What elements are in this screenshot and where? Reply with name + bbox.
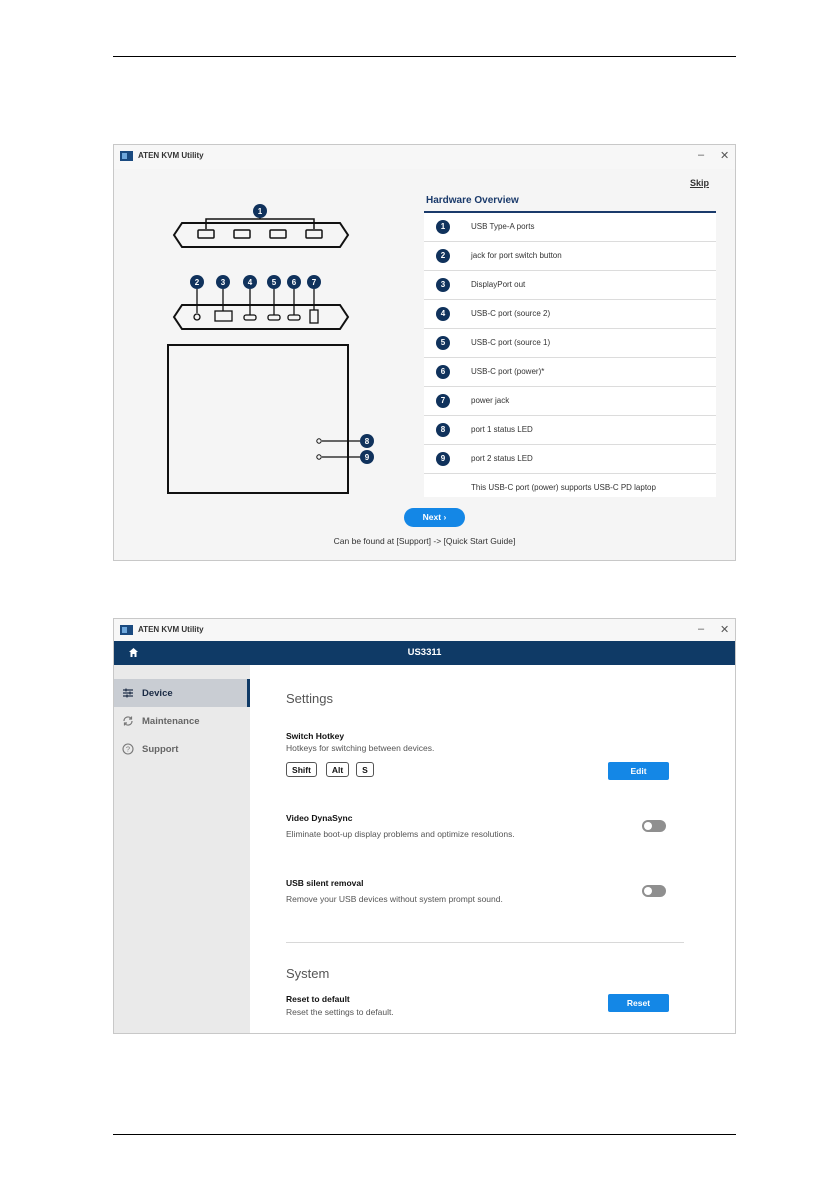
title-bar (114, 619, 735, 641)
number-badge: 4 (436, 307, 450, 321)
hotkey-title: Switch Hotkey (286, 731, 345, 741)
diagram-label-2: 2 (194, 278, 200, 287)
refresh-icon (122, 715, 134, 727)
toggle-knob (644, 822, 652, 830)
settings-heading: Settings (286, 691, 333, 706)
item-text: USB-C port (power)* (471, 367, 545, 376)
section-divider (286, 942, 684, 943)
number-badge: 6 (436, 365, 450, 379)
item-text: USB-C port (source 1) (471, 338, 551, 347)
item-text: port 1 status LED (471, 425, 533, 434)
device-diagram (164, 201, 384, 501)
sidebar-item-maintenance[interactable] (114, 707, 250, 735)
item-text: power jack (471, 396, 510, 405)
aten-logo-icon (120, 625, 133, 635)
usb-silent-desc: Remove your USB devices without system prompt sound. (286, 894, 503, 904)
number-badge: 2 (436, 249, 450, 263)
edit-hotkey-button[interactable]: Edit (608, 762, 669, 780)
reset-desc: Reset the settings to default. (286, 1007, 394, 1017)
page-bottom-rule (113, 1134, 736, 1135)
page-top-rule (113, 56, 736, 57)
hardware-list[interactable] (424, 213, 716, 497)
number-badge: 5 (436, 336, 450, 350)
hotkey-key-shift: Shift (286, 762, 317, 777)
item-text: USB-C port (source 2) (471, 309, 551, 318)
dynasync-title: Video DynaSync (286, 813, 353, 823)
sidebar-item-support[interactable] (114, 735, 250, 763)
dynasync-toggle[interactable] (642, 820, 666, 832)
close-button[interactable]: ✕ (720, 624, 730, 636)
diagram-label-4: 4 (247, 278, 253, 287)
item-text: jack for port switch button (471, 251, 562, 260)
diagram-label-7: 7 (311, 278, 317, 287)
hardware-overview-window (113, 144, 736, 561)
sidebar-item-device[interactable] (114, 679, 250, 707)
settings-content (250, 665, 735, 1033)
system-heading: System (286, 966, 330, 981)
sidebar-item-label: Maintenance (142, 716, 200, 727)
diagram-label-5: 5 (271, 278, 277, 287)
list-item-note (424, 474, 716, 497)
list-item (424, 387, 716, 416)
hotkey-key-alt: Alt (326, 762, 349, 777)
diagram-label-8: 8 (364, 437, 370, 446)
list-item (424, 242, 716, 271)
diagram-label-6: 6 (291, 278, 297, 287)
list-item (424, 300, 716, 329)
chevron-right-icon: › (443, 512, 447, 522)
diagram-label-9: 9 (364, 453, 370, 462)
list-item (424, 445, 716, 474)
next-label: Next (422, 512, 442, 522)
list-item (424, 271, 716, 300)
minimize-button[interactable]: – (698, 623, 705, 635)
header-bar (114, 641, 735, 665)
footer-note: Can be found at [Support] -> [Quick Start Guide] (333, 536, 516, 546)
item-text: DisplayPort out (471, 280, 526, 289)
item-text: USB Type-A ports (471, 222, 535, 231)
toggle-knob (644, 887, 652, 895)
hotkey-key-s: S (356, 762, 374, 777)
number-badge: 1 (436, 220, 450, 234)
usb-silent-title: USB silent removal (286, 878, 364, 888)
diagram-port-labels (190, 275, 321, 289)
close-button[interactable]: ✕ (720, 150, 730, 162)
window-title: ATEN KVM Utility (138, 151, 204, 160)
sidebar-item-label: Device (142, 688, 173, 699)
list-item (424, 416, 716, 445)
aten-logo-icon (120, 151, 133, 161)
help-icon (122, 743, 134, 755)
number-badge: 8 (436, 423, 450, 437)
sliders-icon (122, 687, 134, 699)
number-badge: 7 (436, 394, 450, 408)
number-badge: 9 (436, 452, 450, 466)
settings-window (113, 618, 736, 1034)
diagram-label-1-text: 1 (257, 207, 263, 216)
reset-button[interactable]: Reset (608, 994, 669, 1012)
item-text: This USB-C port (power) supports USB-C PD laptop (471, 483, 656, 492)
sidebar (114, 665, 250, 1033)
sidebar-item-label: Support (142, 744, 179, 755)
reset-title: Reset to default (286, 994, 350, 1004)
usb-silent-toggle[interactable] (642, 885, 666, 897)
diagram-label-3: 3 (220, 278, 226, 287)
hardware-overview-heading: Hardware Overview (426, 195, 519, 206)
next-button[interactable] (404, 508, 465, 527)
title-bar (114, 145, 735, 169)
svg-text:?: ? (125, 744, 131, 754)
hotkey-desc: Hotkeys for switching between devices. (286, 743, 435, 753)
device-model: US3311 (407, 647, 442, 658)
list-item (424, 329, 716, 358)
dynasync-desc: Eliminate boot-up display problems and optimize resolutions. (286, 829, 515, 839)
skip-link[interactable]: Skip (689, 178, 709, 188)
window-title: ATEN KVM Utility (138, 625, 204, 634)
item-text: port 2 status LED (471, 454, 533, 463)
number-badge: 3 (436, 278, 450, 292)
list-item (424, 213, 716, 242)
minimize-button[interactable]: – (698, 149, 705, 161)
list-item (424, 358, 716, 387)
